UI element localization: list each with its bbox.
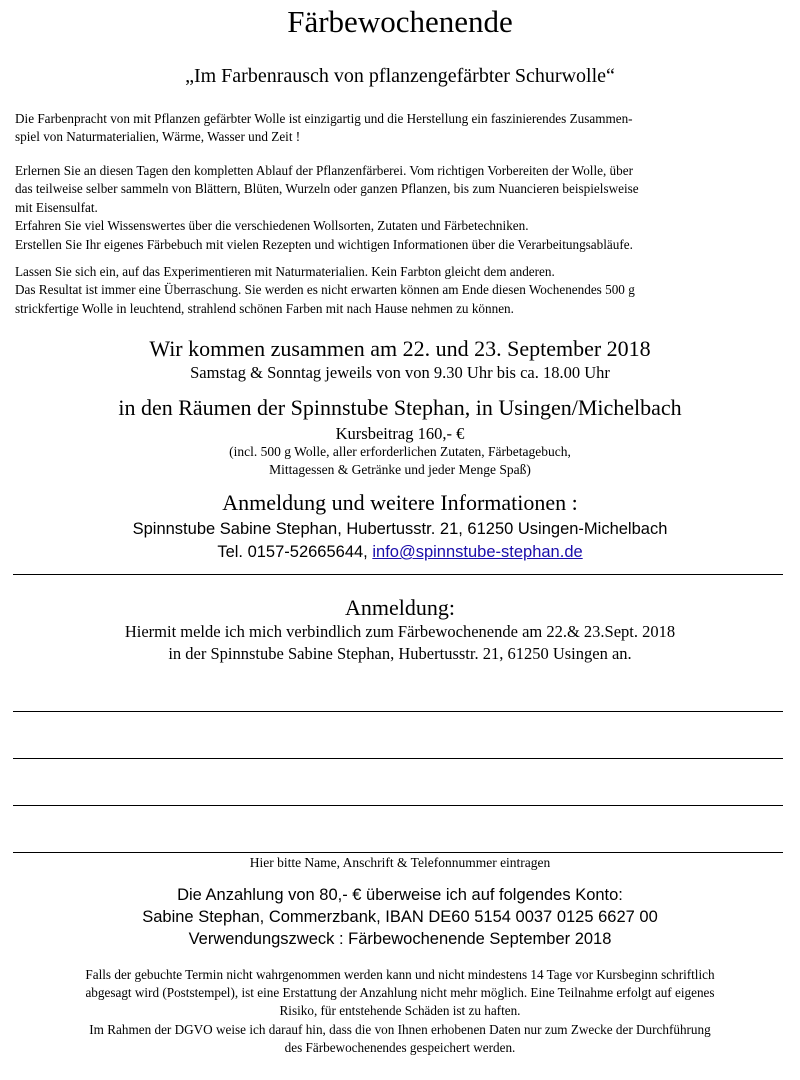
contact-heading: Anmeldung und weitere Informationen : <box>222 490 578 515</box>
section-divider <box>13 574 783 575</box>
text-line: Im Rahmen der DGVO weise ich darauf hin, dass die von Ihnen erhobenen Daten nur zum Zwecke der Durchführung <box>89 1021 711 1037</box>
form-input-line[interactable] <box>13 758 783 759</box>
form-statement-2: in der Spinnstube Sabine Stephan, Hubertusstr. 21, 61250 Usingen an. <box>168 644 632 663</box>
page-title: Färbewochenende <box>287 4 513 39</box>
form-input-line[interactable] <box>13 805 783 806</box>
fee-note-2: Mittagessen & Getränke und jeder Menge Spaß) <box>269 462 531 477</box>
cancellation-notice <box>15 966 785 1057</box>
form-input-line[interactable] <box>13 711 783 712</box>
contact-phone: Tel. 0157-52665644, <box>217 543 373 561</box>
fee-note-1: (incl. 500 g Wolle, aller erforderlichen Zutaten, Färbetagebuch, <box>229 444 571 459</box>
text-line: Die Farbenpracht von mit Pflanzen gefärbter Wolle ist einzigartig und die Herstellung ein faszinierendes Zusammen- <box>15 111 633 126</box>
form-heading: Anmeldung: <box>345 595 455 620</box>
contact-address: Spinnstube Sabine Stephan, Hubertusstr. 21, 61250 Usingen-Michelbach <box>132 520 668 538</box>
event-location: in den Räumen der Spinnstube Stephan, in Usingen/Michelbach <box>118 395 682 420</box>
event-time: Samstag & Sonntag jeweils von von 9.30 Uhr bis ca. 18.00 Uhr <box>190 363 610 382</box>
intro-paragraph-3 <box>15 263 775 318</box>
text-line: Erstellen Sie Ihr eigenes Färbebuch mit vielen Rezepten und wichtigen Informationen über die Verarbeitungsabläufe. <box>15 236 633 252</box>
intro-paragraph-1 <box>15 110 775 147</box>
text-line: strickfertige Wolle in leuchtend, strahlend schönen Farben mit nach Hause nehmen zu können. <box>15 300 514 316</box>
text-line: Lassen Sie sich ein, auf das Experimentieren mit Naturmaterialien. Kein Farbton gleicht dem anderen. <box>15 264 555 279</box>
form-input-line[interactable] <box>13 852 783 853</box>
email-link[interactable]: info@spinnstube-stephan.de <box>372 543 583 561</box>
event-date: Wir kommen zusammen am 22. und 23. September 2018 <box>149 336 651 361</box>
text-line: Erfahren Sie viel Wissenswertes über die verschiedenen Wollsorten, Zutaten und Färbetechniken. <box>15 218 529 234</box>
text-line: abgesagt wird (Poststempel), ist eine Erstattung der Anzahlung nicht mehr möglich. Eine Teilnahme erfolgt auf eigenes <box>85 985 715 1001</box>
text-line: Risiko, für entstehende Schäden ist zu haften. <box>279 1003 521 1019</box>
text-line: Falls der gebuchte Termin nicht wahrgenommen werden kann und nicht mindestens 14 Tage vor Kursbeginn schriftlich <box>85 967 715 982</box>
intro-paragraph-2 <box>15 162 775 254</box>
form-statement-1: Hiermit melde ich mich verbindlich zum Färbewochenende am 22.& 23.Sept. 2018 <box>124 622 676 641</box>
text-line: Das Resultat ist immer eine Überraschung. Sie werden es nicht erwarten können am Ende diesen Wochenendes 500 g <box>15 282 635 298</box>
payment-line-3: Verwendungszweck : Färbewochenende September 2018 <box>188 930 612 948</box>
text-line: mit Eisensulfat. <box>15 199 98 215</box>
payment-line-2: Sabine Stephan, Commerzbank, IBAN DE60 5154 0037 0125 6627 00 <box>142 908 658 926</box>
contact-line <box>0 541 800 563</box>
text-line: das teilweise selber sammeln von Blättern, Blüten, Wurzeln oder ganzen Pflanzen, bis zum Nuancieren beispielsweise <box>15 181 639 197</box>
page-subtitle: „Im Farbenrausch von pflanzengefärbter Schurwolle“ <box>185 65 615 87</box>
text-line: Erlernen Sie an diesen Tagen den kompletten Ablauf der Pflanzenfärberei. Vom richtigen Vorbereiten der Wolle, über <box>15 163 633 178</box>
course-fee: Kursbeitrag 160,- € <box>335 424 465 443</box>
text-line: spiel von Naturmaterialien, Wärme, Wasser und Zeit ! <box>15 129 301 145</box>
payment-line-1: Die Anzahlung von 80,- € überweise ich auf folgendes Konto: <box>177 886 623 904</box>
form-fields-hint: Hier bitte Name, Anschrift & Telefonnummer eintragen <box>249 855 551 870</box>
text-line: des Färbewochenendes gespeichert werden. <box>284 1039 516 1055</box>
